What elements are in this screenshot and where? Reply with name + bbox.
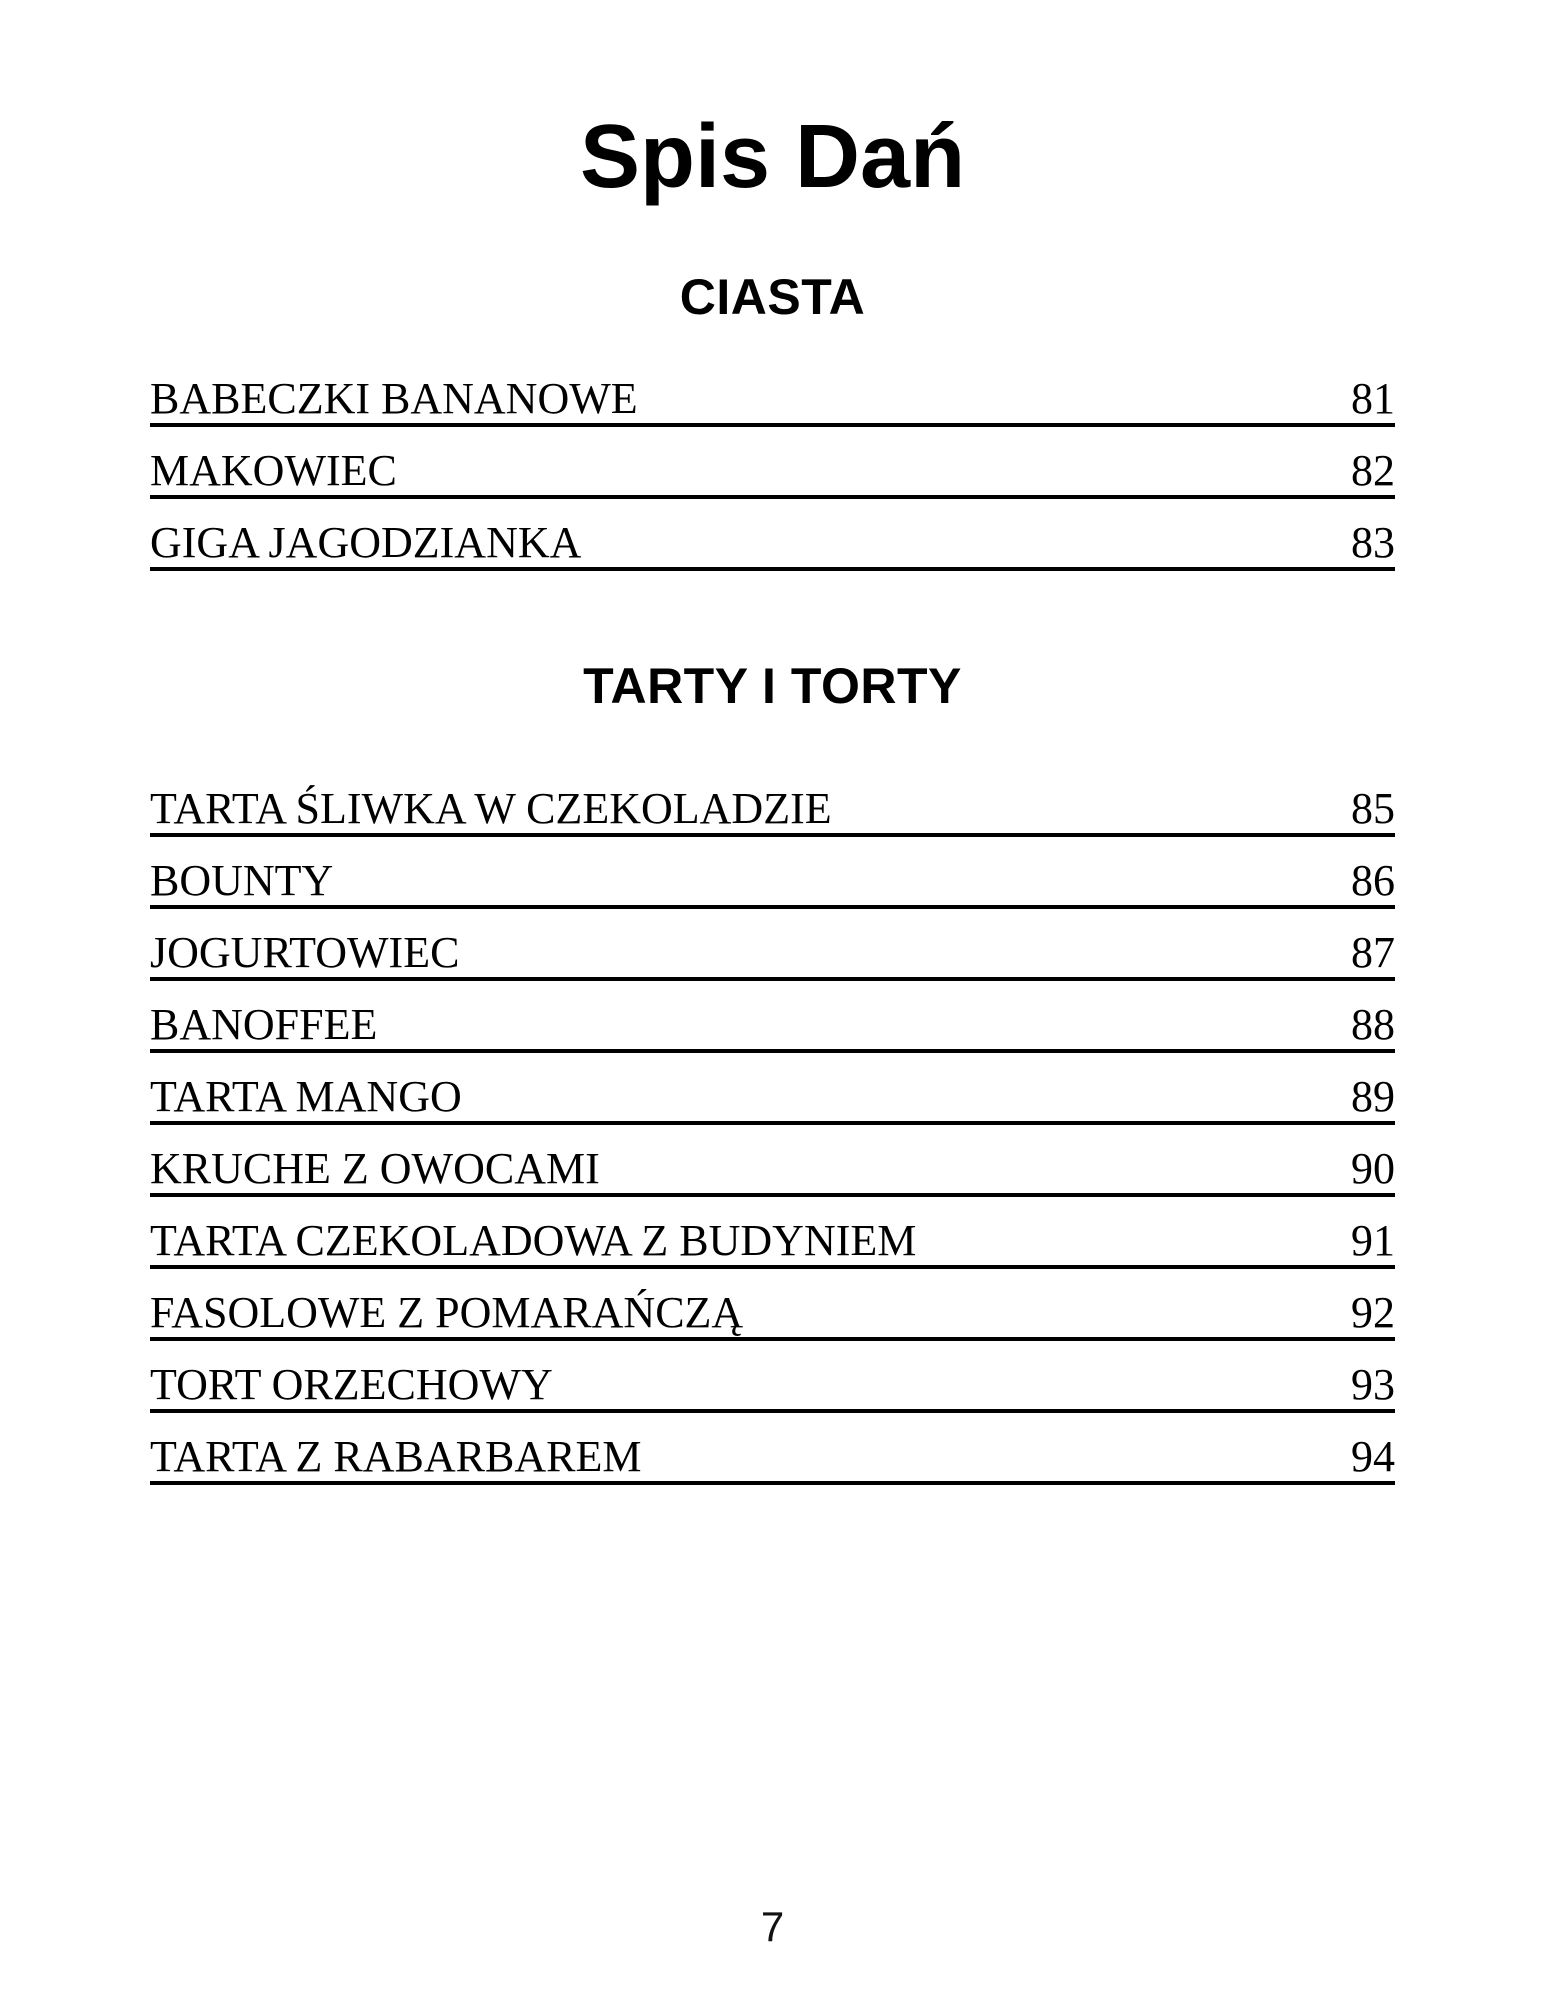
section-heading-ciasta: CIASTA xyxy=(679,269,866,325)
page-title: Spis Dań xyxy=(579,107,966,207)
toc-entry-label: GIGA JAGODZIANKA xyxy=(150,518,582,567)
section-ciasta xyxy=(150,269,1395,571)
footer-page-number: 7 xyxy=(760,1903,785,1950)
toc-entry-label: TARTA Z RABARBAREM xyxy=(150,1432,642,1481)
toc-entry[interactable] xyxy=(150,784,1395,837)
toc-entry-label: JOGURTOWIEC xyxy=(150,928,460,977)
toc-entry-label: FASOLOWE Z POMARAŃCZĄ xyxy=(150,1288,744,1337)
toc-entry[interactable] xyxy=(150,1072,1395,1125)
toc-entry[interactable] xyxy=(150,928,1395,981)
toc-entry-label: TARTA ŚLIWKA W CZEKOLADZIE xyxy=(150,784,832,833)
toc-entry-page-number: 81 xyxy=(1351,374,1395,423)
toc-entry[interactable] xyxy=(150,1000,1395,1053)
toc-entry-label: TARTA MANGO xyxy=(150,1072,462,1121)
toc-entry-label: BOUNTY xyxy=(150,856,334,905)
toc-entry-label: BANOFFEE xyxy=(150,1000,378,1049)
toc-entry[interactable] xyxy=(150,446,1395,499)
toc-entry[interactable] xyxy=(150,1360,1395,1413)
toc-entry-page-number: 85 xyxy=(1351,784,1395,833)
toc-entry[interactable] xyxy=(150,518,1395,571)
toc-entry-label: KRUCHE Z OWOCAMI xyxy=(150,1144,600,1193)
toc-entry-label: TARTA CZEKOLADOWA Z BUDYNIEM xyxy=(150,1216,917,1265)
toc-entry-page-number: 83 xyxy=(1351,518,1395,567)
section-heading-tarty-i-torty: TARTY I TORTY xyxy=(583,658,962,714)
toc-entry-page-number: 90 xyxy=(1351,1144,1395,1193)
toc-entry-page-number: 87 xyxy=(1351,928,1395,977)
toc-entry[interactable] xyxy=(150,1216,1395,1269)
toc-entry-page-number: 86 xyxy=(1351,856,1395,905)
toc-entry-label: MAKOWIEC xyxy=(150,446,397,495)
toc-page xyxy=(150,0,1395,1485)
toc-entry[interactable] xyxy=(150,1288,1395,1341)
toc-entry-page-number: 88 xyxy=(1351,1000,1395,1049)
toc-entry-page-number: 93 xyxy=(1351,1360,1395,1409)
toc-entry-page-number: 82 xyxy=(1351,446,1395,495)
toc-entry[interactable] xyxy=(150,1432,1395,1485)
toc-entry[interactable] xyxy=(150,374,1395,427)
toc-entry-label: BABECZKI BANANOWE xyxy=(150,374,638,423)
toc-entry[interactable] xyxy=(150,856,1395,909)
toc-entry-label: TORT ORZECHOWY xyxy=(150,1360,553,1409)
section-tarty-i-torty xyxy=(150,658,1395,1485)
toc-entry[interactable] xyxy=(150,1144,1395,1197)
toc-entry-page-number: 89 xyxy=(1351,1072,1395,1121)
toc-entry-page-number: 91 xyxy=(1351,1216,1395,1265)
toc-entry-page-number: 92 xyxy=(1351,1288,1395,1337)
toc-entry-page-number: 94 xyxy=(1351,1432,1395,1481)
